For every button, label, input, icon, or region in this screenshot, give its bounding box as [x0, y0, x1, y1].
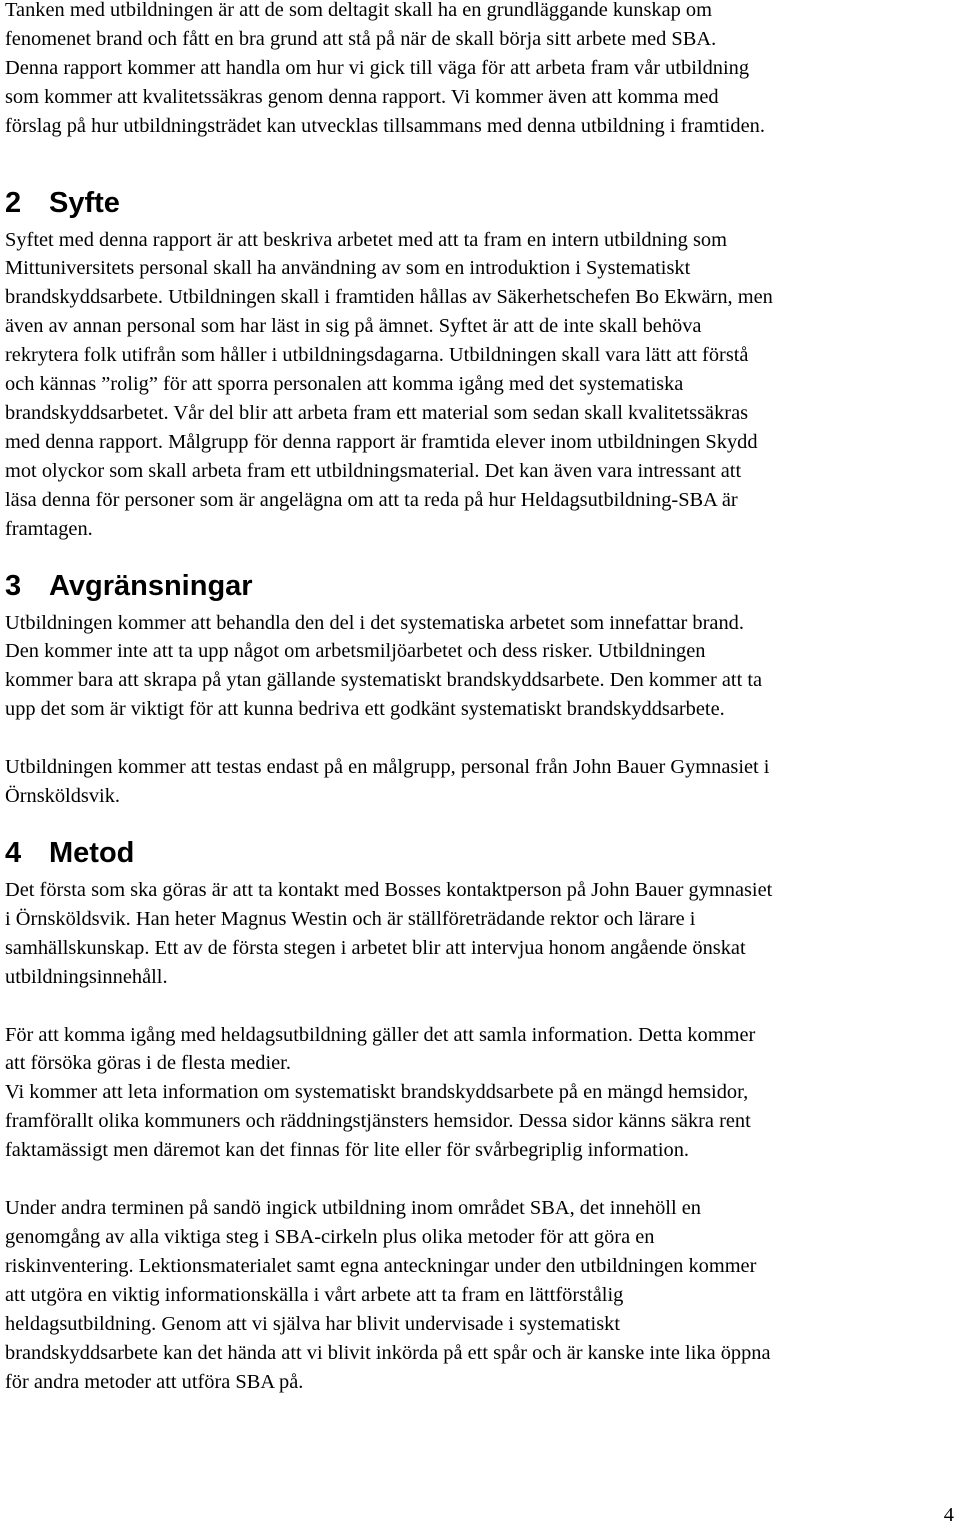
- text-line: även av annan personal som har läst in sig på ämnet. Syftet är att de inte skall behöva: [5, 315, 702, 338]
- text-line: Utbildningen kommer att testas endast på en målgrupp, personal från John Bauer Gymnasiet i: [5, 756, 770, 779]
- syfte-paragraph: [5, 226, 955, 544]
- page-number: 4: [943, 1504, 954, 1526]
- text-line: samhällskunskap. Ett av de första stegen i arbetet blir att intervjua honom angående önskat: [5, 936, 746, 959]
- section-title: Syfte: [49, 186, 120, 219]
- text-line: brandskyddsarbete. Utbildningen skall i framtiden hållas av Säkerhetschefen Bo Ekwärn, men: [5, 286, 773, 309]
- text-line: upp det som är viktigt för att kunna bedriva ett godkänt systematiskt brandskyddsarbete.: [5, 698, 725, 721]
- text-line: brandskyddsarbete kan det hända att vi blivit inkörda på ett spår och är kanske inte lika öppna: [5, 1341, 771, 1364]
- section-number: 2: [5, 186, 22, 219]
- section-number: 3: [5, 569, 22, 602]
- text-line: Det första som ska göras är att ta kontakt med Bosses kontaktperson på John Bauer gymnasiet: [5, 878, 773, 901]
- text-line: Mittuniversitets personal skall ha användning av som en introduktion i Systematiskt: [5, 257, 691, 280]
- text-line: kommer bara att skrapa på ytan gällande systematiskt brandskyddsarbete. Den kommer att ta: [5, 669, 763, 692]
- section-heading-metod: [5, 836, 955, 870]
- text-line: läsa denna för personer som är angelägna om att ta reda på hur Heldagsutbildning-SBA är: [5, 488, 738, 511]
- text-line: för andra metoder att utföra SBA på.: [5, 1370, 304, 1393]
- avgransningar-paragraph-1: [5, 609, 955, 725]
- section-heading-syfte: [5, 186, 955, 220]
- text-line: och kännas ”rolig” för att sporra personalen att komma igång med det systematiska: [5, 373, 684, 396]
- avgransningar-paragraph-2: [5, 753, 955, 811]
- text-line: faktamässigt men däremot kan det finnas för lite eller för svårbegriplig information.: [5, 1139, 690, 1162]
- section-gap: [5, 811, 955, 836]
- text-line: som kommer att kvalitetssäkras genom denna rapport. Vi kommer även att komma med: [5, 85, 719, 108]
- text-line: förslag på hur utbildningsträdet kan utvecklas tillsammans med denna utbildning i framtiden.: [5, 114, 765, 137]
- text-line: Under andra terminen på sandö ingick utbildning inom området SBA, det innehöll en: [5, 1197, 701, 1220]
- text-line: Den kommer inte att ta upp något om arbetsmiljöarbetet och dess risker. Utbildningen: [5, 640, 706, 663]
- text-line: För att komma igång med heldagsutbildning gäller det att samla information. Detta kommer: [5, 1023, 756, 1046]
- section-title: Metod: [49, 836, 135, 869]
- text-line: att försöka göras i de flesta medier.: [5, 1052, 291, 1075]
- metod-paragraph-1: [5, 876, 955, 992]
- text-line: utbildningsinnehåll.: [5, 965, 168, 988]
- text-line: brandskyddsarbetet. Vår del blir att arbeta fram ett material som sedan skall kvalitetssäkras: [5, 401, 749, 424]
- metod-paragraph-3: [5, 1194, 955, 1396]
- text-line: framförallt olika kommuners och räddningstjänsters hemsidor. Dessa sidor känns säkra rent: [5, 1110, 751, 1133]
- document-page: [5, 0, 955, 1396]
- text-line: heldagsutbildning. Genom att vi själva har blivit undervisade i systematiskt: [5, 1312, 621, 1335]
- section-gap: [5, 141, 955, 186]
- section-title: Avgränsningar: [49, 569, 253, 602]
- text-line: Syftet med denna rapport är att beskriva arbetet med att ta fram en intern utbildning som: [5, 228, 727, 251]
- paragraph-gap: [5, 1165, 955, 1194]
- text-line: rekrytera folk utifrån som håller i utbildningsdagarna. Utbildningen skall vara lätt att förstå: [5, 344, 749, 367]
- section-gap: [5, 544, 955, 569]
- text-line: fenomenet brand och fått en bra grund att stå på när de skall börja sitt arbete med SBA.: [5, 27, 717, 50]
- text-line: framtagen.: [5, 517, 93, 540]
- text-line: med denna rapport. Målgrupp för denna rapport är framtida elever inom utbildningen Skydd: [5, 430, 758, 453]
- text-line: Örnsköldsvik.: [5, 785, 120, 808]
- text-line: Denna rapport kommer att handla om hur vi gick till väga för att arbeta fram vår utbildning: [5, 56, 750, 79]
- section-heading-avgransningar: [5, 569, 955, 603]
- metod-paragraph-2: [5, 1021, 955, 1166]
- intro-paragraph: [5, 0, 955, 141]
- paragraph-gap: [5, 992, 955, 1021]
- paragraph-gap: [5, 724, 955, 753]
- text-line: genomgång av alla viktiga steg i SBA-cirkeln plus olika metoder för att göra en: [5, 1226, 655, 1248]
- text-line: att utgöra en viktig informationskälla i vårt arbete att ta fram en lättförstålig: [5, 1283, 624, 1306]
- text-line: i Örnsköldsvik. Han heter Magnus Westin och är ställföreträdande rektor och lärare i: [5, 907, 696, 930]
- text-line: mot olyckor som skall arbeta fram ett utbildningsmaterial. Det kan även vara intressant att: [5, 459, 742, 482]
- text-line: Utbildningen kommer att behandla den del i det systematiska arbetet som innefattar brand.: [5, 611, 744, 634]
- text-line: Tanken med utbildningen är att de som deltagit skall ha en grundläggande kunskap om: [5, 0, 712, 21]
- section-number: 4: [5, 836, 22, 869]
- text-line: Vi kommer att leta information om systematiskt brandskyddsarbete på en mängd hemsidor,: [5, 1081, 749, 1104]
- text-line: riskinventering. Lektionsmaterialet samt egna anteckningar under den utbildningen kommer: [5, 1254, 757, 1277]
